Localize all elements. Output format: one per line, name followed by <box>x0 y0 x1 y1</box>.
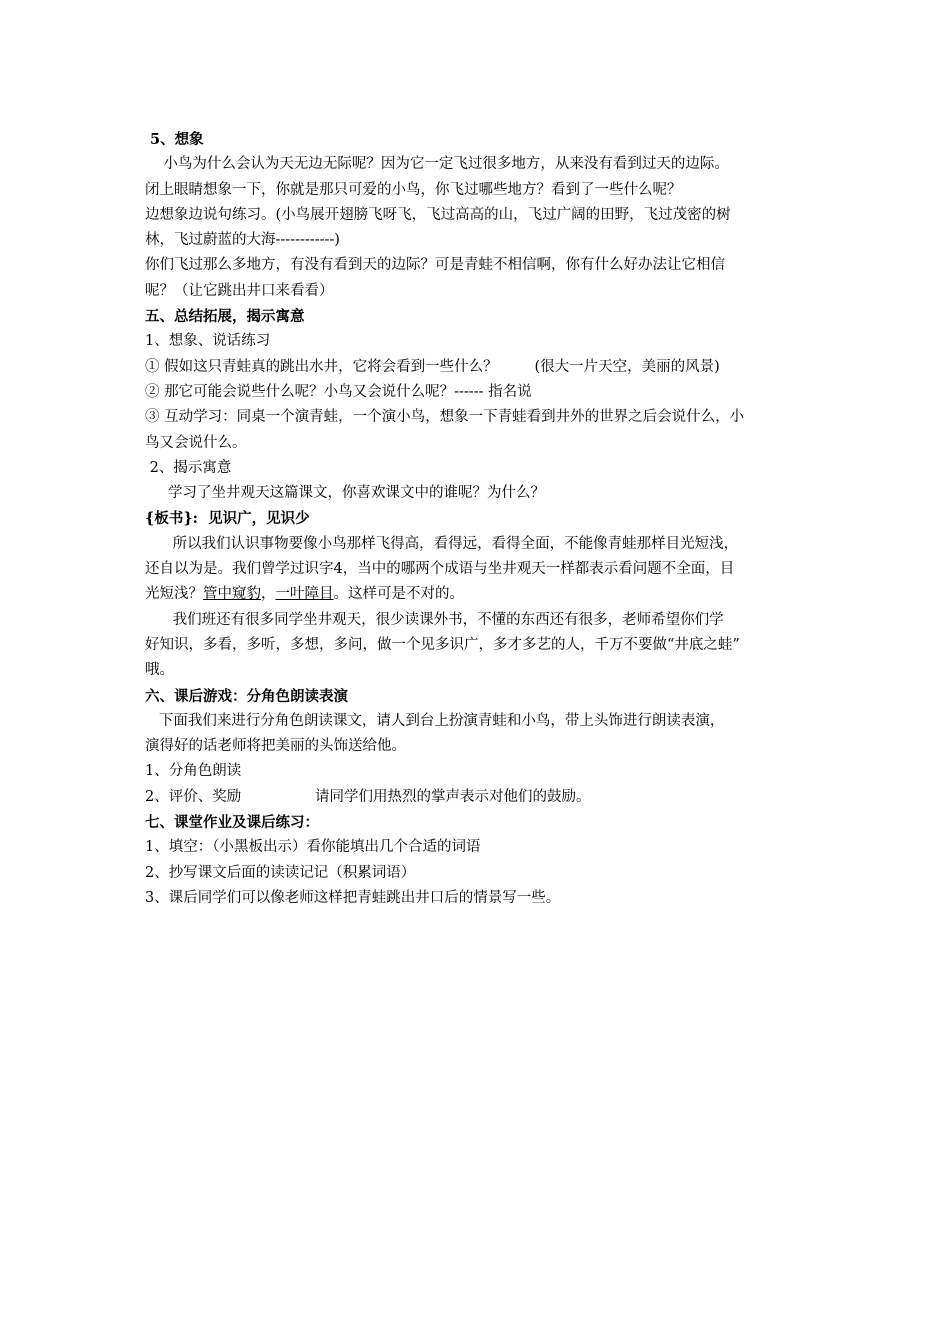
paragraph-line: 好知识，多看，多听，多想，多问，做一个见多识广，多才多艺的人，千万不要做“井底之蛙” <box>145 636 740 653</box>
paragraph-line: 小鸟为什么会认为天无边无际呢？因为它一定飞过很多地方，从来没有看到过天的边际。 <box>145 156 729 173</box>
section-heading-game: 六、课后游戏：分角色朗读表演 <box>145 687 348 705</box>
paragraph-line: 学习了坐井观天这篇课文，你喜欢课文中的谁呢？为什么？ <box>145 485 546 502</box>
idiom-separator: ， <box>261 586 276 603</box>
paragraph-line: 你们飞过那么多地方，有没有看到天的边际？可是青蛙不相信啊，你有什么好办法让它相信 <box>145 257 725 274</box>
paragraph-line: 演得好的话老师将把美丽的头饰送给他。 <box>145 738 406 755</box>
idiom-underlined: 管中窥豹 <box>203 586 261 603</box>
board-writing-line: {板书}: 见识广，见识少 <box>145 510 310 528</box>
paragraph-line: 鸟又会说什么。 <box>145 434 247 451</box>
list-item: ① 假如这只青蛙真的跳出水井，它将会看到一些什么？ (很大一片天空，美丽的风景) <box>145 358 720 375</box>
paragraph-line: 还自以为是。我们曾学过识字4，当中的哪两个成语与坐井观天一样都表示看问题不全面，目 <box>145 561 735 578</box>
list-item: 3、课后同学们可以像老师这样把青蛙跳出井口后的情景写一些。 <box>145 889 561 906</box>
list-item: 2、评价、奖励 请同学们用热烈的掌声表示对他们的鼓励。 <box>145 788 591 805</box>
paragraph-line: 我们班还有很多同学坐井观天，很少读课外书，不懂的东西还有很多，老师希望你们学 <box>145 611 724 628</box>
paragraph-line: 闭上眼睛想象一下，你就是那只可爱的小鸟，你飞过哪些地方？看到了一些什么呢？ <box>145 181 682 198</box>
paragraph-line: 下面我们来进行分角色朗读课文，请人到台上扮演青蛙和小鸟，带上头饰进行朗读表演， <box>145 712 725 729</box>
subheading-line: 1、想象、说话练习 <box>145 333 271 350</box>
paragraph-line: 所以我们认识事物要像小鸟那样飞得高，看得远，看得全面，不能像青蛙那样目光短浅， <box>145 535 739 552</box>
list-item: 1、分角色朗读 <box>145 763 242 780</box>
section-heading-summary: 五、总结拓展，揭示寓意 <box>145 308 305 326</box>
paragraph-line: 呢？（让它跳出井口来看看） <box>145 282 334 299</box>
paragraph-line: 林，飞过蔚蓝的大海------------) <box>145 232 340 249</box>
list-item: 2、抄写课文后面的读读记记（积累词语） <box>145 864 416 881</box>
list-item: ③ 互动学习：同桌一个演青蛙，一个演小鸟，想象一下青蛙看到井外的世界之后会说什么，小 <box>145 409 745 426</box>
idiom-underlined: 一叶障目 <box>275 586 334 603</box>
paragraph-line: 边想象边说句练习。(小鸟展开翅膀飞呀飞，飞过高高的山，飞过广阔的田野，飞过茂密的树 <box>145 206 731 223</box>
list-item: ② 那它可能会说些什么呢？小鸟又会说什么呢？------ 指名说 <box>145 383 532 400</box>
section-heading-homework: 七、课堂作业及课后练习： <box>145 814 319 832</box>
paragraph-text: 光短浅？ <box>145 586 203 603</box>
list-item: 1、填空：（小黑板出示）看你能填出几个合适的词语 <box>145 839 481 856</box>
section-heading-imagine: 5、想象 <box>145 131 204 148</box>
paragraph-text: 。这样可是不对的。 <box>333 586 464 603</box>
document-body <box>145 127 815 911</box>
paragraph-line-idioms <box>145 582 815 607</box>
subheading-line: 2、揭示寓意 <box>145 459 232 476</box>
paragraph-line: 哦。 <box>145 662 174 679</box>
